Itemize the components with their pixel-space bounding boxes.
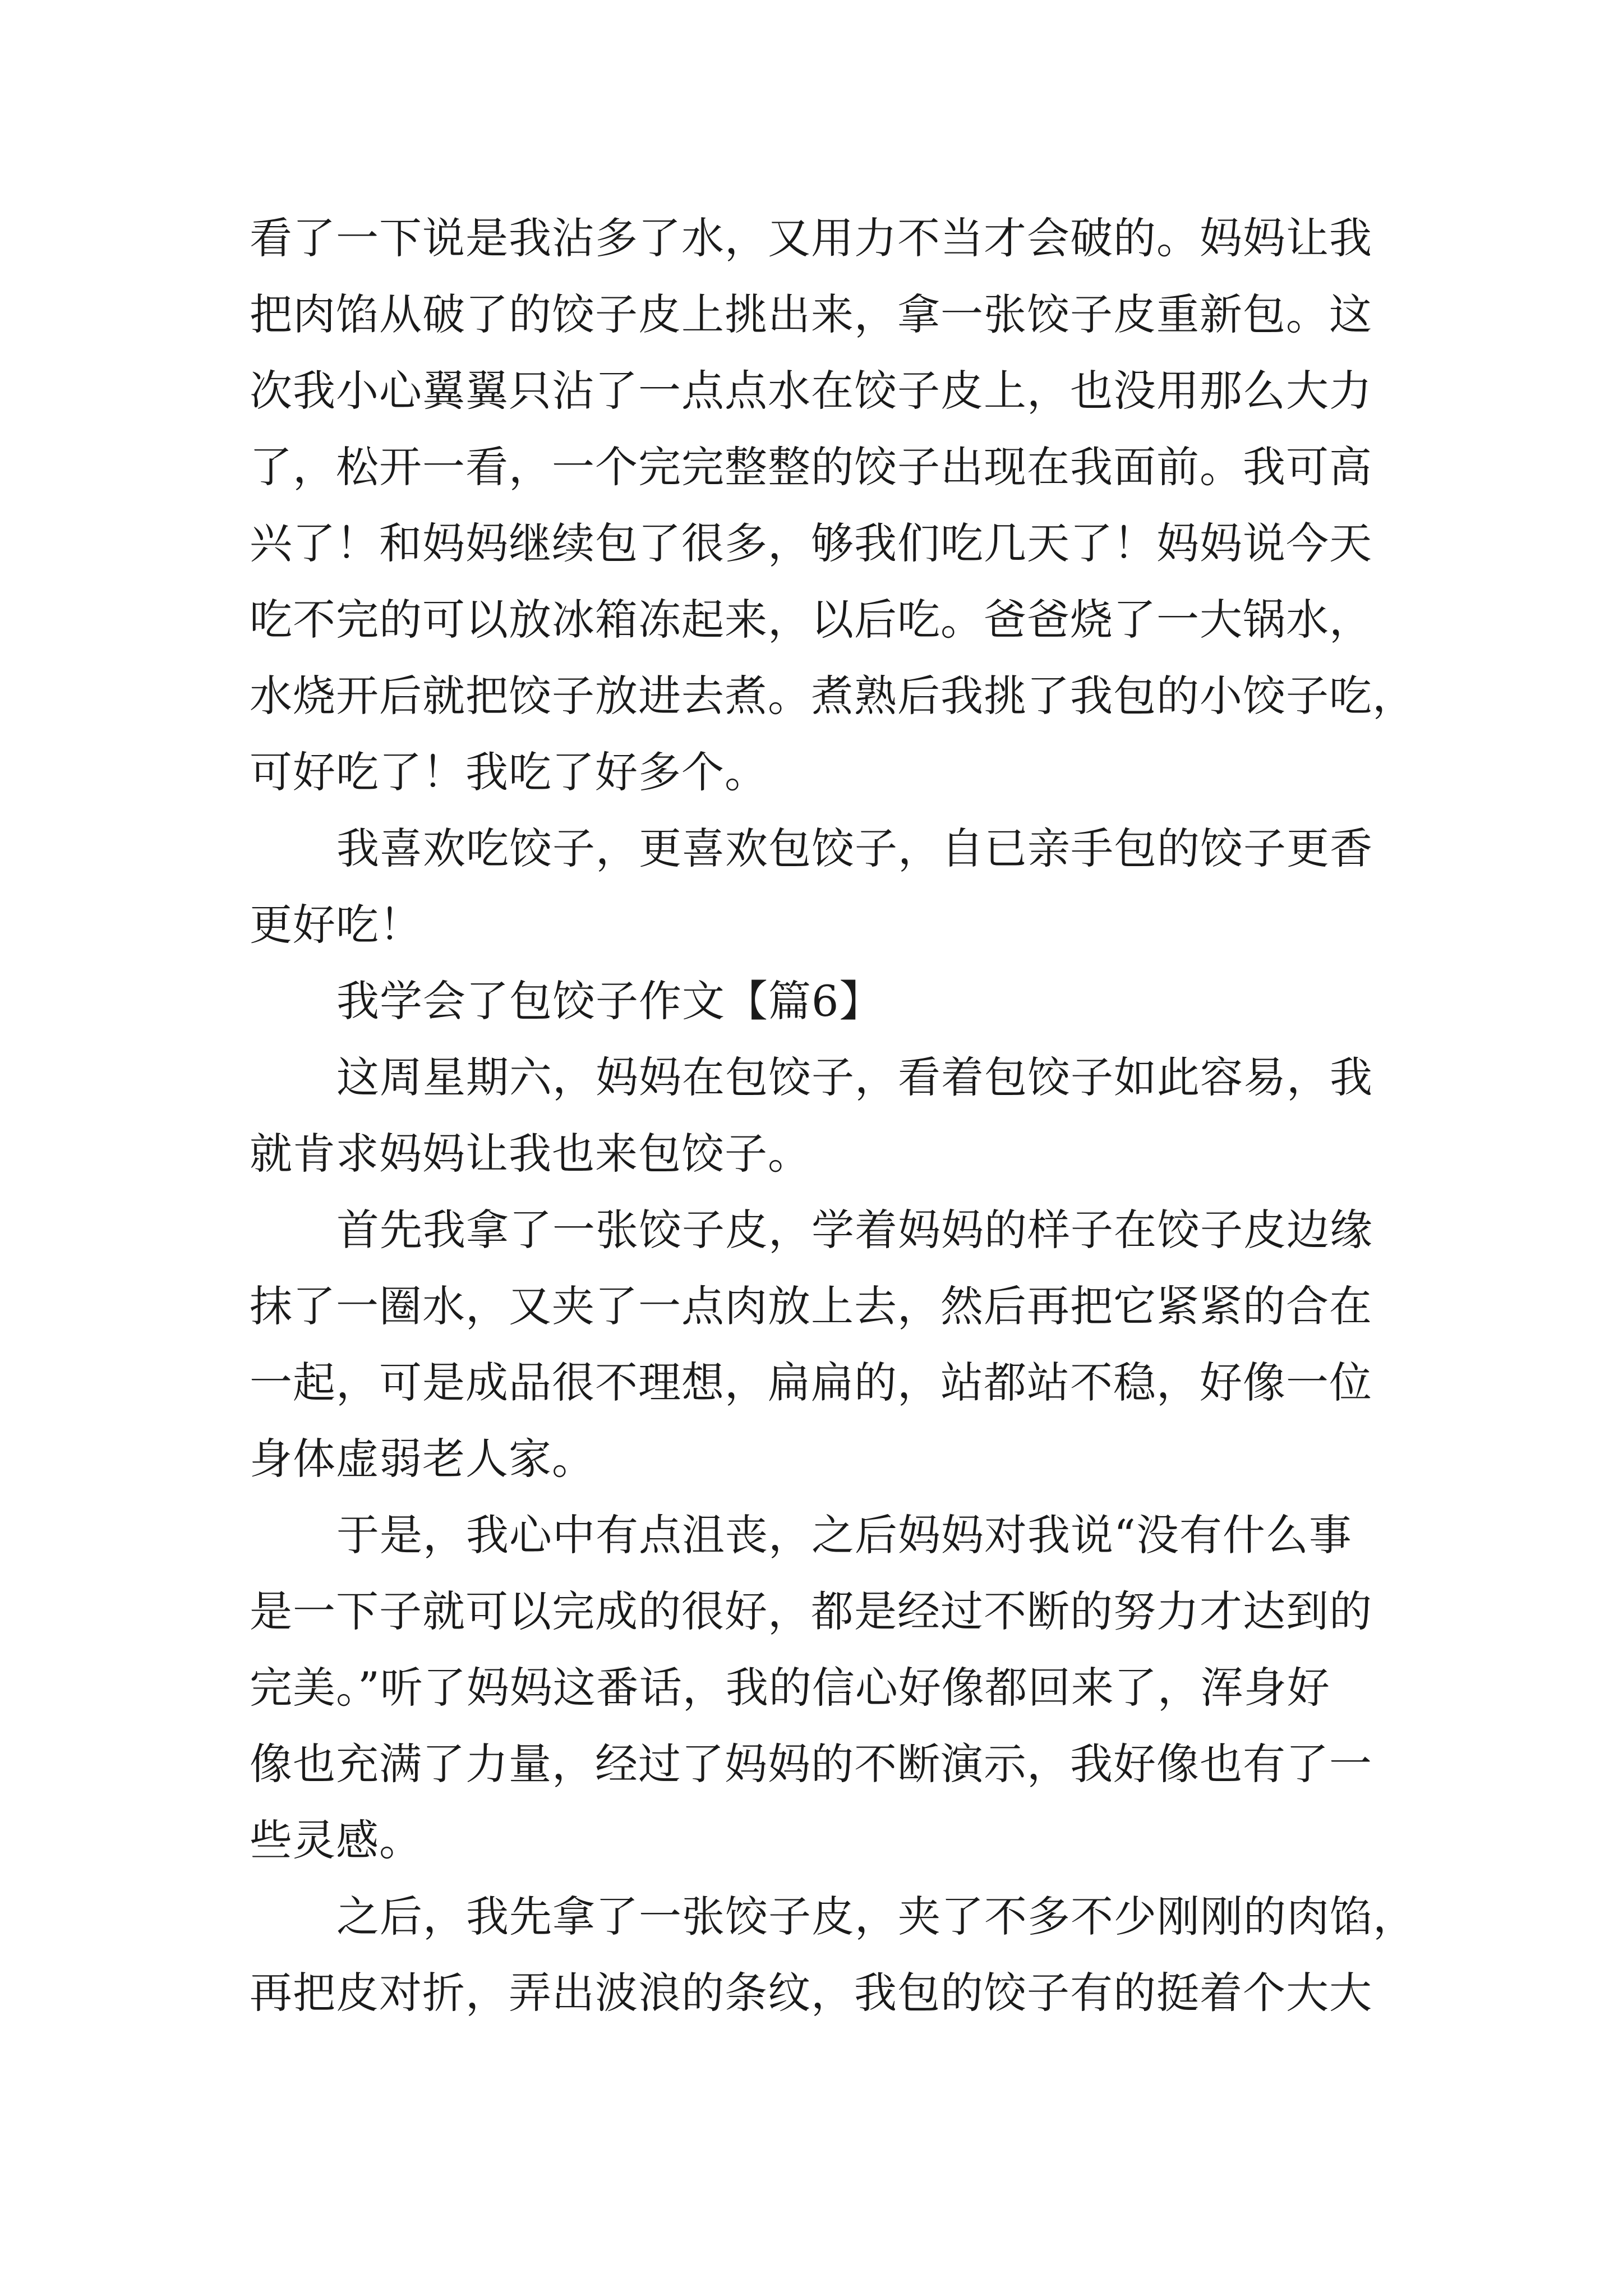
paragraph-first-line: 于是，我心中有点沮丧，之后妈妈对我说“没有什么事 <box>336 1510 1352 1560</box>
text-line: 是一下子就可以完成的很好，都是经过不断的努力才达到的 <box>250 1586 1372 1636</box>
text-line: 可好吃了！我吃了好多个。 <box>250 747 768 797</box>
section-heading: 我学会了包饺子作文【篇6】 <box>336 976 883 1026</box>
text-line: 就肯求妈妈让我也来包饺子。 <box>250 1129 811 1179</box>
text-line: 完美。”听了妈妈这番话，我的信心好像都回来了，浑身好 <box>250 1663 1330 1713</box>
text-line: 把肉馅从破了的饺子皮上挑出来，拿一张饺子皮重新包。这 <box>250 289 1372 339</box>
paragraph-first-line: 这周星期六，妈妈在包饺子，看着包饺子如此容易，我 <box>336 1052 1373 1102</box>
text-line: 兴了！和妈妈继续包了很多，够我们吃几天了！妈妈说今天 <box>250 518 1372 568</box>
text-line: 一起，可是成品很不理想，扁扁的，站都站不稳，好像一位 <box>250 1358 1372 1407</box>
paragraph-first-line: 我喜欢吃饺子，更喜欢包饺子，自已亲手包的饺子更香 <box>336 823 1373 873</box>
text-line: 水烧开后就把饺子放进去煮。煮熟后我挑了我包的小饺子吃， <box>250 671 1415 721</box>
paragraph-first-line: 首先我拿了一张饺子皮，学着妈妈的样子在饺子皮边缘 <box>336 1205 1373 1255</box>
text-line: 了，松开一看，一个完完整整的饺子出现在我面前。我可高 <box>250 442 1372 492</box>
text-line: 再把皮对折，弄出波浪的条纹，我包的饺子有的挺着个大大 <box>250 1968 1372 2018</box>
text-line: 些灵感。 <box>250 1815 422 1865</box>
text-line: 像也充满了力量，经过了妈妈的不断演示，我好像也有了一 <box>250 1739 1372 1789</box>
text-line: 身体虚弱老人家。 <box>250 1434 595 1484</box>
text-line: 看了一下说是我沾多了水，又用力不当才会破的。妈妈让我 <box>250 213 1372 263</box>
text-line: 次我小心翼翼只沾了一点点水在饺子皮上，也没用那么大力 <box>250 366 1372 416</box>
text-line: 吃不完的可以放冰箱冻起来，以后吃。爸爸烧了一大锅水， <box>250 595 1372 645</box>
text-line: 更好吃！ <box>250 900 422 950</box>
text-line: 抹了一圈水，又夹了一点肉放上去，然后再把它紧紧的合在 <box>250 1281 1372 1331</box>
paragraph-first-line: 之后，我先拿了一张饺子皮，夹了不多不少刚刚的肉馅， <box>336 1892 1416 1941</box>
